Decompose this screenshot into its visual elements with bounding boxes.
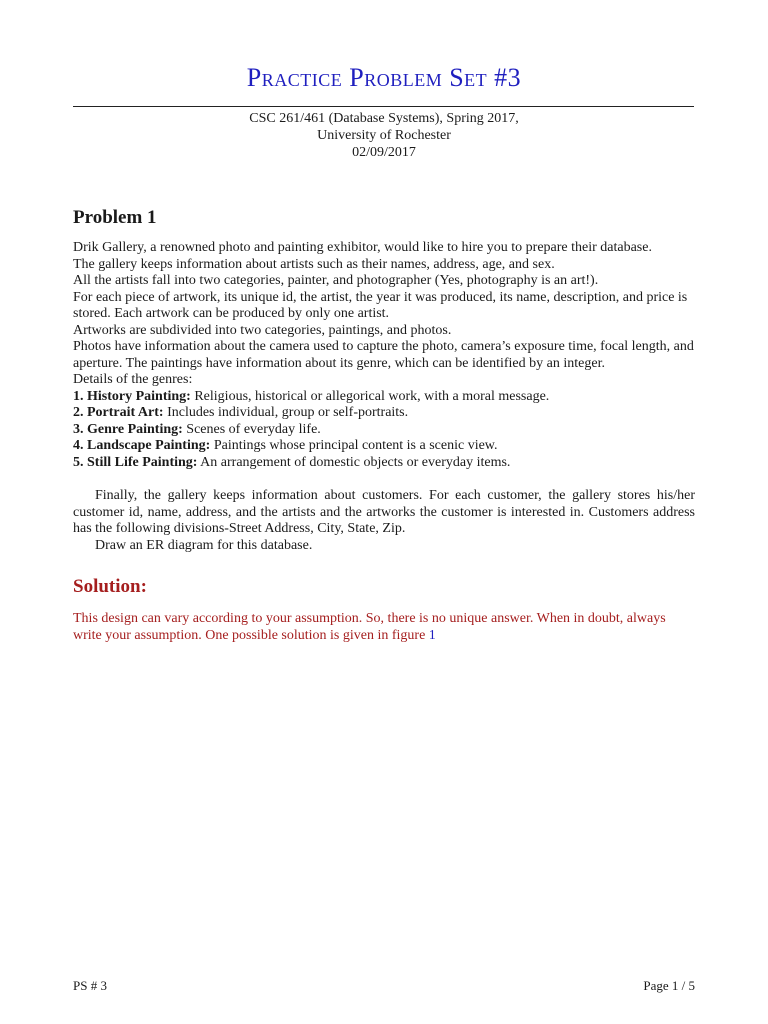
problem-line: The gallery keeps information about artists such as their names, address, age, and sex. [73, 256, 555, 272]
problem-heading: Problem 1 [73, 207, 157, 228]
problem-line: Artworks are subdivided into two categories, paintings, and photos. [73, 322, 452, 338]
genre-item [73, 422, 695, 439]
solution-heading: Solution: [73, 576, 147, 597]
course-name: CSC 261/461 (Database Systems), Spring 2017, [249, 111, 519, 126]
problem-line: Details of the genres: [73, 372, 193, 387]
genre-description: Religious, historical or allegorical work, with a moral message. [190, 388, 550, 404]
genre-item [73, 455, 695, 472]
footer-problem-set: PS # 3 [73, 978, 107, 993]
genre-item [73, 438, 695, 455]
solution-body: This design can vary according to your assumption. So, there is no unique answer. When in doubt, always write your assumption. One possible solution is given in figure [73, 611, 666, 643]
genre-label: 3. Genre Painting: [73, 421, 183, 437]
title-divider [73, 106, 694, 107]
course-header [0, 110, 768, 161]
figure-link[interactable]: 1 [428, 627, 436, 643]
genre-label: 1. History Painting: [73, 388, 191, 404]
genre-label: 2. Portrait Art: [73, 405, 164, 420]
genre-item [73, 389, 695, 406]
problem-line: Photos have information about the camera used to capture the photo, camera’s exposure time, focal length, and aperture. The paintings have information about its genre, which can be identified by an integer. [73, 339, 694, 371]
problem-line: All the artists fall into two categories, painter, and photographer (Yes, photography is an art!). [73, 273, 599, 288]
customer-paragraph [73, 488, 695, 554]
genre-description: Includes individual, group or self-portraits. [163, 405, 409, 420]
solution-text [73, 611, 695, 644]
university-name: University of Rochester [317, 128, 451, 143]
genre-label: 4. Landscape Painting: [73, 438, 211, 453]
page-title: Practice Problem Set #3 [246, 63, 522, 92]
genre-label: 5. Still Life Painting: [73, 454, 198, 470]
genre-description: Scenes of everyday life. [182, 421, 321, 437]
problem-instruction: Draw an ER diagram for this database. [95, 537, 313, 553]
genre-description: An arrangement of domestic objects or everyday items. [197, 454, 511, 470]
problem-line: Drik Gallery, a renowned photo and painting exhibitor, would like to hire you to prepare their database. [73, 240, 652, 255]
genre-description: Paintings whose principal content is a scenic view. [210, 438, 498, 453]
problem-description [73, 240, 695, 471]
document-date: 02/09/2017 [352, 145, 416, 160]
genre-item [73, 405, 695, 422]
customer-description: Finally, the gallery keeps information about customers. For each customer, the gallery stores his/her customer id, name, address, and the artists and the artworks the customer is interested in. Customers address has the following divisions-Street Address, City, State, Zip. [73, 488, 695, 536]
footer-page-number: Page 1 / 5 [643, 978, 695, 993]
problem-line: For each piece of artwork, its unique id, the artist, the year it was produced, its name, description, and price is stored. Each artwork can be produced by only one artist. [73, 289, 688, 321]
